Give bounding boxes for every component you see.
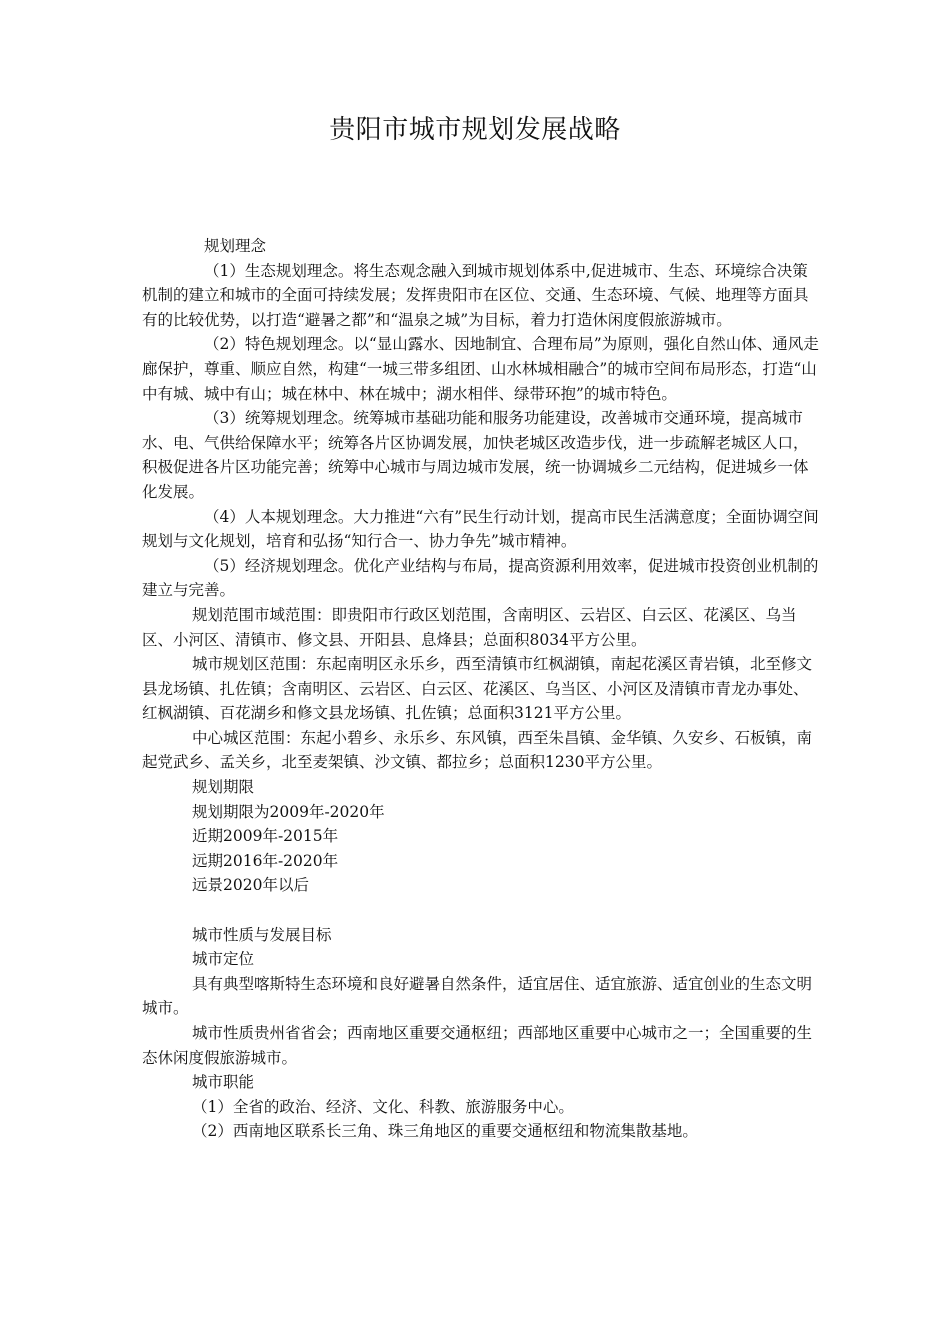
section-heading-city-positioning: 城市定位 [192,950,255,969]
paragraph-people-oriented-concept: （4）人本规划理念。大力推进“六有”民生行动计划，提高市民生活满意度；全面协调空间规划与文化规划，培育和弘扬“知行合一、协力争先”城市精神。 [142,507,819,551]
section-heading-city-nature-goals: 城市性质与发展目标 [192,925,332,944]
section-heading-planning-concept: 规划理念 [204,237,267,255]
blank-line [142,898,822,923]
paragraph-vision-term: 远景2020年以后 [192,876,309,895]
paragraph-function-2: （2）西南地区联系长三角、珠三角地区的重要交通枢纽和物流集散基地。 [192,1122,698,1141]
paragraph-planning-area-scope: 城市规划区范围：东起南明区永乐乡，西至清镇市红枫湖镇，南起花溪区青岩镇，北至修文县龙场镇、扎佐镇；含南明区、云岩区、白云区、花溪区、乌当区、小河区及清镇市青龙办事处、红枫湖镇、百花湖乡和修文县龙场镇、扎佐镇；总面积3121平方公里。 [142,655,813,723]
document-body [142,234,822,1144]
section-heading-city-functions: 城市职能 [192,1073,255,1092]
paragraph-near-term: 近期2009年-2015年 [192,827,339,846]
paragraph-economic-concept: （5）经济规划理念。优化产业结构与布局，提高资源利用效率，促进城市投资创业机制的建立与完善。 [142,556,819,600]
paragraph-coordinated-concept: （3）统筹规划理念。统筹城市基础功能和服务功能建设，改善城市交通环境，提高城市水、电、气供给保障水平；统筹各片区协调发展，加快老城区改造步伐，进一步疏解老城区人口，积极促进各片区功能完善；统筹中心城市与周边城市发展，统一协调城乡二元结构，促进城乡一体化发展。 [142,409,809,501]
document-title: 贵阳市城市规划发展战略 [329,115,621,145]
paragraph-ecological-concept: （1）生态规划理念。将生态观念融入到城市规划体系中,促进城市、生态、环境综合决策机制的建立和城市的全面可持续发展；发挥贵阳市在区位、交通、生态环境、气候、地理等方面具有的比较优势，以打造“避暑之都”和“温泉之城”为目标，着力打造休闲度假旅游城市。 [142,261,809,329]
paragraph-featured-concept: （2）特色规划理念。以“显山露水、因地制宜、合理布局”为原则，强化自然山体、通风走廊保护，尊重、顺应自然，构建“一城三带多组团、山水林城相融合”的城市空间布局形态，打造“山中有城、城中有山；城在林中、林在城中；湖水相伴、绿带环抱”的城市特色。 [142,335,819,403]
section-heading-planning-period: 规划期限 [192,778,255,797]
paragraph-period-range: 规划期限为2009年-2020年 [192,802,385,821]
paragraph-function-1: （1）全省的政治、经济、文化、科教、旅游服务中心。 [192,1097,574,1116]
paragraph-city-positioning: 具有典型喀斯特生态环境和良好避暑自然条件，适宜居住、适宜旅游、适宜创业的生态文明城市。 [142,974,813,1018]
paragraph-long-term: 远期2016年-2020年 [192,851,339,870]
paragraph-city-nature: 城市性质贵州省省会；西南地区重要交通枢纽；西部地区重要中心城市之一；全国重要的生态休闲度假旅游城市。 [142,1024,813,1067]
paragraph-city-region-scope: 规划范围市域范围：即贵阳市行政区划范围，含南明区、云岩区、白云区、花溪区、乌当区、小河区、清镇市、修文县、开阳县、息烽县；总面积8034平方公里。 [142,605,797,649]
paragraph-central-urban-scope: 中心城区范围：东起小碧乡、永乐乡、东风镇，西至朱昌镇、金华镇、久安乡、石板镇，南起党武乡、孟关乡，北至麦架镇、沙文镇、都拉乡；总面积1230平方公里。 [142,728,813,772]
